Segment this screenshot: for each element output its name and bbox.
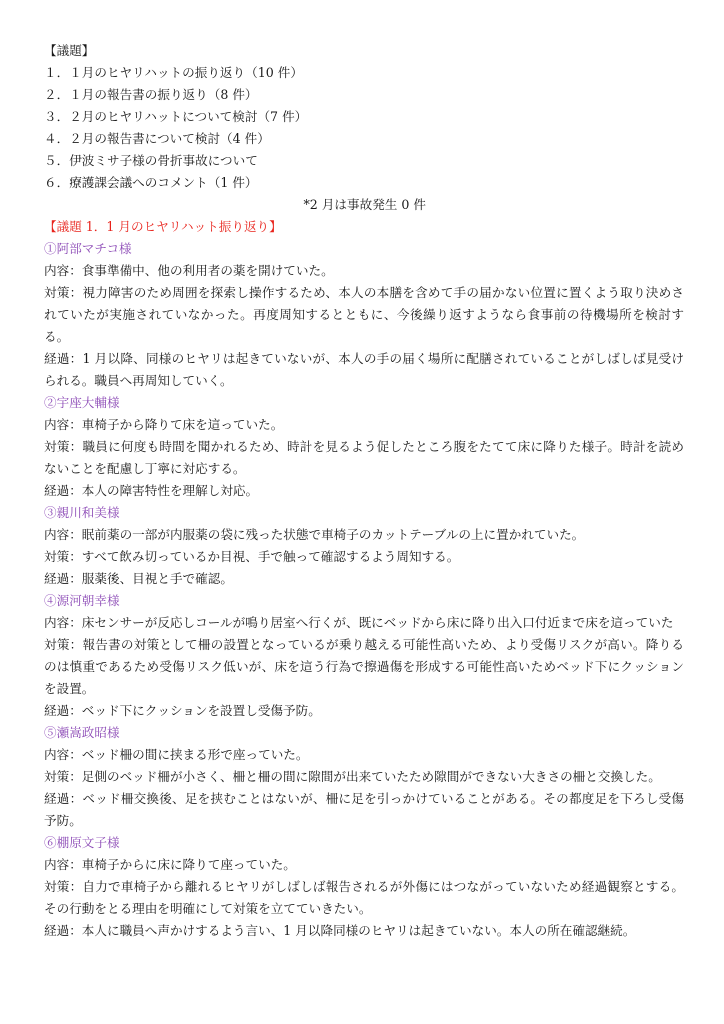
resident-entry [44, 502, 684, 590]
agenda-item: ６．療護課会議へのコメント（1 件） [44, 175, 258, 190]
resident-entry [44, 722, 684, 832]
entry-content: 内容：床センサーが反応しコールが鳴り居室へ行くが、既にベッドから床に降り出入口付近まで床を這っていた [44, 615, 674, 630]
entry-content: 内容：食事準備中、他の利用者の薬を開けていた。 [44, 263, 334, 278]
agenda-item: ４．２月の報告書について検討（4 件） [44, 131, 270, 146]
entry-measure: 対策：自力で車椅子から離れるヒヤリがしばしば報告されるが外傷にはつながっていないため経過観察とする。その行動をとる理由を明確にして対策を立てていきたい。 [44, 879, 684, 916]
section-title: 【議題 1．1 月のヒヤリハット振り返り】 [44, 219, 282, 234]
entry-measure: 対策：すべて飲み切っているか目視、手で触って確認するよう周知する。 [44, 549, 460, 564]
resident-entry [44, 590, 684, 722]
resident-entry [44, 238, 684, 392]
entry-measure: 対策：職員に何度も時間を聞かれるため、時計を見るよう促したところ腹をたてて床に降りた様子。時計を読めないことを配慮し丁寧に対応する。 [44, 439, 684, 476]
entry-progress: 経過：1 月以降、同様のヒヤリは起きていないが、本人の手の届く場所に配膳されていることがしばしば見受けられる。職員へ再周知していく。 [44, 351, 684, 388]
agenda-heading: 【議題】 [44, 43, 95, 58]
entry-measure: 対策：報告書の対策として柵の設置となっているが乗り越える可能性高いため、より受傷リスクが高い。降りるのは慎重であるため受傷リスク低いが、床を這う行為で擦過傷を形成する可能性高いためベッド下にクッションを設置。 [44, 637, 684, 696]
resident-name: ⑥棚原文子様 [44, 835, 120, 850]
resident-name: ④源河朝幸様 [44, 593, 120, 608]
entry-progress: 経過：ベッド柵交換後、足を挟むことはないが、柵に足を引っかけていることがある。その都度足を下ろし受傷予防。 [44, 791, 684, 828]
entry-content: 内容：車椅子からに床に降りて座っていた。 [44, 857, 296, 872]
entry-progress: 経過：服薬後、目視と手で確認。 [44, 571, 233, 586]
review-section [44, 216, 684, 942]
entry-content: 内容：ベッド柵の間に挟まる形で座っていた。 [44, 747, 309, 762]
entry-progress: 経過：本人に職員へ声かけするよう言い、1 月以降同様のヒヤリは起きていない。本人の所在確認継続。 [44, 923, 636, 938]
agenda-item: ５．伊波ミサ子様の骨折事故について [44, 153, 258, 168]
resident-name: ③親川和美様 [44, 505, 120, 520]
agenda-block [44, 40, 684, 216]
resident-name: ①阿部マチコ様 [44, 241, 132, 256]
incident-note: *2 月は事故発生 0 件 [303, 197, 426, 212]
resident-name: ②宇座大輔様 [44, 395, 120, 410]
agenda-item: ２．１月の報告書の振り返り（8 件） [44, 87, 258, 102]
entry-content: 内容：車椅子から降りて床を這っていた。 [44, 417, 284, 432]
entry-measure: 対策：視力障害のため周囲を探索し操作するため、本人の本膳を含めて手の届かない位置に置くよう取り決めされていたが実施されていなかった。再度周知するとともに、今後繰り返すようなら食事前の待機場所を検討する。 [44, 285, 684, 344]
agenda-item: ３．２月のヒヤリハットについて検討（7 件） [44, 109, 308, 124]
entry-progress: 経過：ベッド下にクッションを設置し受傷予防。 [44, 703, 321, 718]
entry-content: 内容：眠前薬の一部が内服薬の袋に残った状態で車椅子のカットテーブルの上に置かれていた。 [44, 527, 585, 542]
agenda-item: １．１月のヒヤリハットの振り返り（10 件） [44, 65, 303, 80]
entry-measure: 対策：足側のベッド柵が小さく、柵と柵の間に隙間が出来ていたため隙間ができない大きさの柵と交換した。 [44, 769, 661, 784]
entry-progress: 経過：本人の障害特性を理解し対応。 [44, 483, 259, 498]
resident-entry [44, 392, 684, 502]
resident-name: ⑤瀬嵩政昭様 [44, 725, 120, 740]
resident-entry [44, 832, 684, 942]
